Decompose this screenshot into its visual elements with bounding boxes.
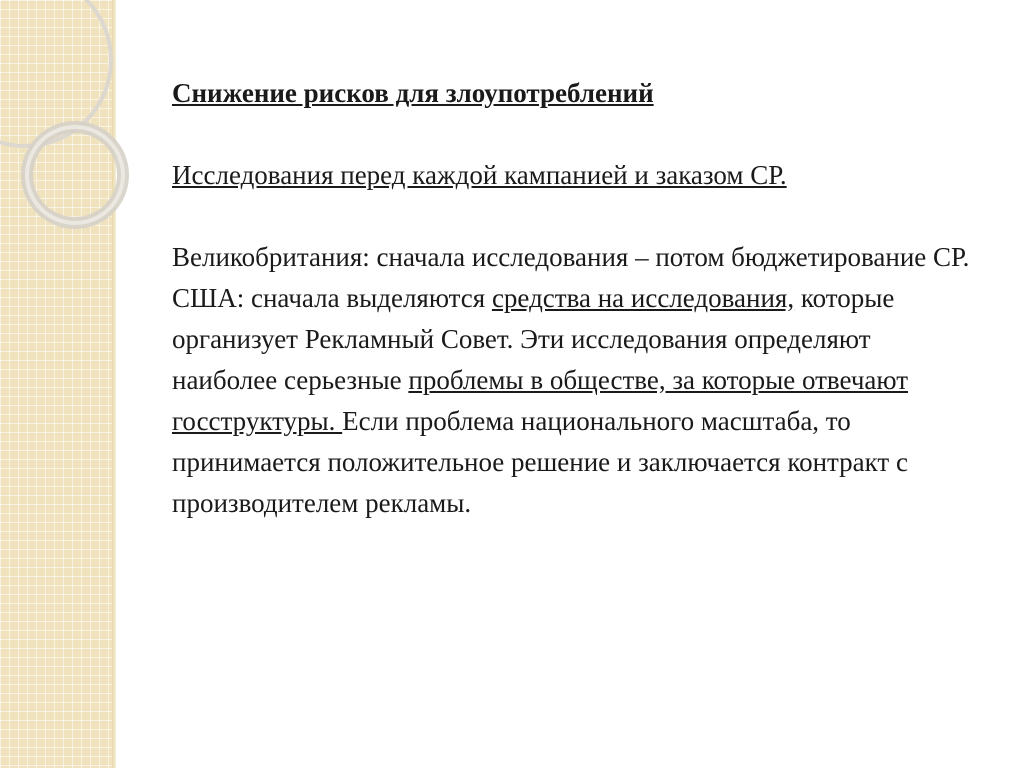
large-ring bbox=[0, 0, 111, 146]
usa-paragraph bbox=[172, 278, 972, 524]
spacer bbox=[172, 114, 972, 155]
slide-title: Снижение рисков для злоупотреблений bbox=[172, 78, 654, 108]
usa-text-part2: которые организует Рекламный Совет. Эти исследования определяют наиболее серьезные bbox=[172, 283, 895, 395]
social-problems-link: проблемы в обществе, за которые отвечают госструктуры. bbox=[172, 365, 908, 436]
usa-text-part1: США: сначала выделяются bbox=[172, 283, 492, 313]
uk-paragraph: Великобритания: сначала исследования – потом бюджетирование СР. bbox=[172, 242, 970, 272]
small-ring-highlight bbox=[27, 127, 123, 223]
research-funds-link: средства на исследования, bbox=[491, 283, 795, 313]
decorative-rings bbox=[0, 0, 180, 240]
slide-content bbox=[172, 73, 972, 524]
spacer bbox=[172, 196, 972, 237]
slide-subtitle: Исследования перед каждой кампанией и заказом СР. bbox=[172, 160, 787, 190]
usa-text-part3: Если проблема национального масштаба, то принимается положительное решение и заключается контракт с производителем рекламы. bbox=[172, 406, 908, 518]
